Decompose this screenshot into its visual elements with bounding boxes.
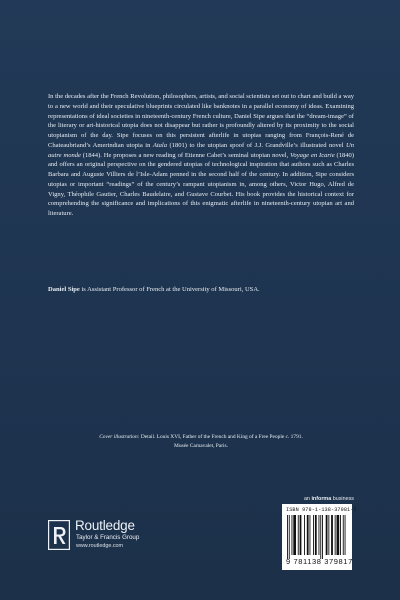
- barcode-bar: [307, 515, 309, 555]
- informa-brand: informa: [311, 496, 332, 502]
- barcode-bar: [289, 515, 290, 559]
- barcode-bars: [286, 515, 348, 559]
- description-text: (1840) and offers an original perspective on the gendered utopias of technological inspiration that authors such as Charles Barbara and Auguste Villiers de l’Isle-Adam penned in the second half of the century. In addition, Sipe considers utopias or important “readings” of the century’s rampant utopianism in, among others, Victor Hugo, Alfred de Vigny, Théophile Gautier, Charles Baudelaire, and Gustave Courbet. His book provides the historical context for comprehending the significance and implications of this enigmatic afterlife in nineteenth-century utopian art and literature.: [48, 151, 354, 217]
- barcode-bar: [335, 515, 336, 555]
- title-un-autre-monde: Un autre monde: [48, 141, 354, 159]
- isbn-barcode: [282, 504, 357, 570]
- author-bio: [48, 285, 354, 295]
- description-text: In the decades after the French Revolution, philosophers, artists, and social scientists set out to chart and build a way to a new world and their speculative blueprints circulated like banknotes in a parallel economy of ideas. Examining representations of ideal societies in nineteenth-century French culture, Daniel Sipe argues that the “dream-image” of the literary or art-historical utopia does not disappear but rather is profoundly altered by its proximity to the social utopianism of the day. Sipe focuses on this persistent afterlife in utopias ranging from François-René de Chateaubriand’s Amerindian utopia in: [48, 93, 354, 149]
- barcode-bar: [310, 515, 311, 555]
- barcode-bar: [315, 515, 317, 555]
- barcode-bar: [292, 515, 293, 555]
- author-name: Daniel Sipe: [48, 286, 80, 293]
- barcode-bar: [345, 515, 346, 555]
- barcode-bar: [313, 515, 314, 555]
- description-text: (1844). He proposes a new reading of Etienne Cabet’s seminal utopian novel,: [80, 151, 291, 159]
- barcode-bar: [322, 515, 323, 559]
- cover-illustration-credit: [48, 433, 354, 450]
- author-bio-text: is Assistant Professor of French at the University of Missouri, USA.: [79, 286, 260, 293]
- isbn-digits: 9 781138 379817: [286, 557, 353, 566]
- publisher-group: Taylor & Francis Group: [76, 534, 140, 541]
- barcode-bar: [298, 515, 299, 555]
- cover-illustration-museum: Musée Carnavalet, Paris.: [174, 442, 228, 449]
- informa-tagline: [304, 496, 354, 502]
- cover-illustration-text: Detail. Louis XVI, Father of the French and King of a Free People: [139, 434, 286, 440]
- barcode-bar: [300, 515, 302, 555]
- title-voyage-en-icarie: Voyage en Icarie: [290, 151, 335, 159]
- barcode-bar: [287, 515, 288, 559]
- publisher-name: Routledge: [75, 518, 135, 533]
- barcode-bar: [340, 515, 341, 555]
- barcode-bar: [328, 515, 329, 555]
- barcode-bar: [320, 515, 321, 559]
- barcode-bar: [304, 515, 305, 555]
- cover-illustration-label: Cover illustration:: [99, 434, 140, 440]
- isbn-label: ISBN 978-1-138-37981-7: [286, 507, 357, 513]
- barcode-bar: [331, 515, 333, 555]
- description-text: (1801) to the utopian spoof of J.J. Grandville’s illustrated novel: [167, 141, 346, 149]
- book-description: [48, 92, 354, 219]
- circa-abbrev: c.: [285, 434, 290, 440]
- barcode-bar: [343, 515, 344, 555]
- barcode-bar: [326, 515, 328, 555]
- barcode-bar: [319, 515, 320, 555]
- barcode-bar: [337, 515, 340, 555]
- publisher-block: [48, 518, 208, 568]
- barcode-bar: [293, 515, 296, 555]
- informa-suffix: business: [331, 496, 354, 502]
- cover-illustration-date: 1791.: [289, 434, 303, 440]
- routledge-logo-icon: [48, 520, 70, 550]
- informa-prefix: an: [303, 496, 312, 502]
- publisher-url[interactable]: www.routledge.com: [76, 543, 124, 549]
- title-atala: Atala: [152, 141, 168, 149]
